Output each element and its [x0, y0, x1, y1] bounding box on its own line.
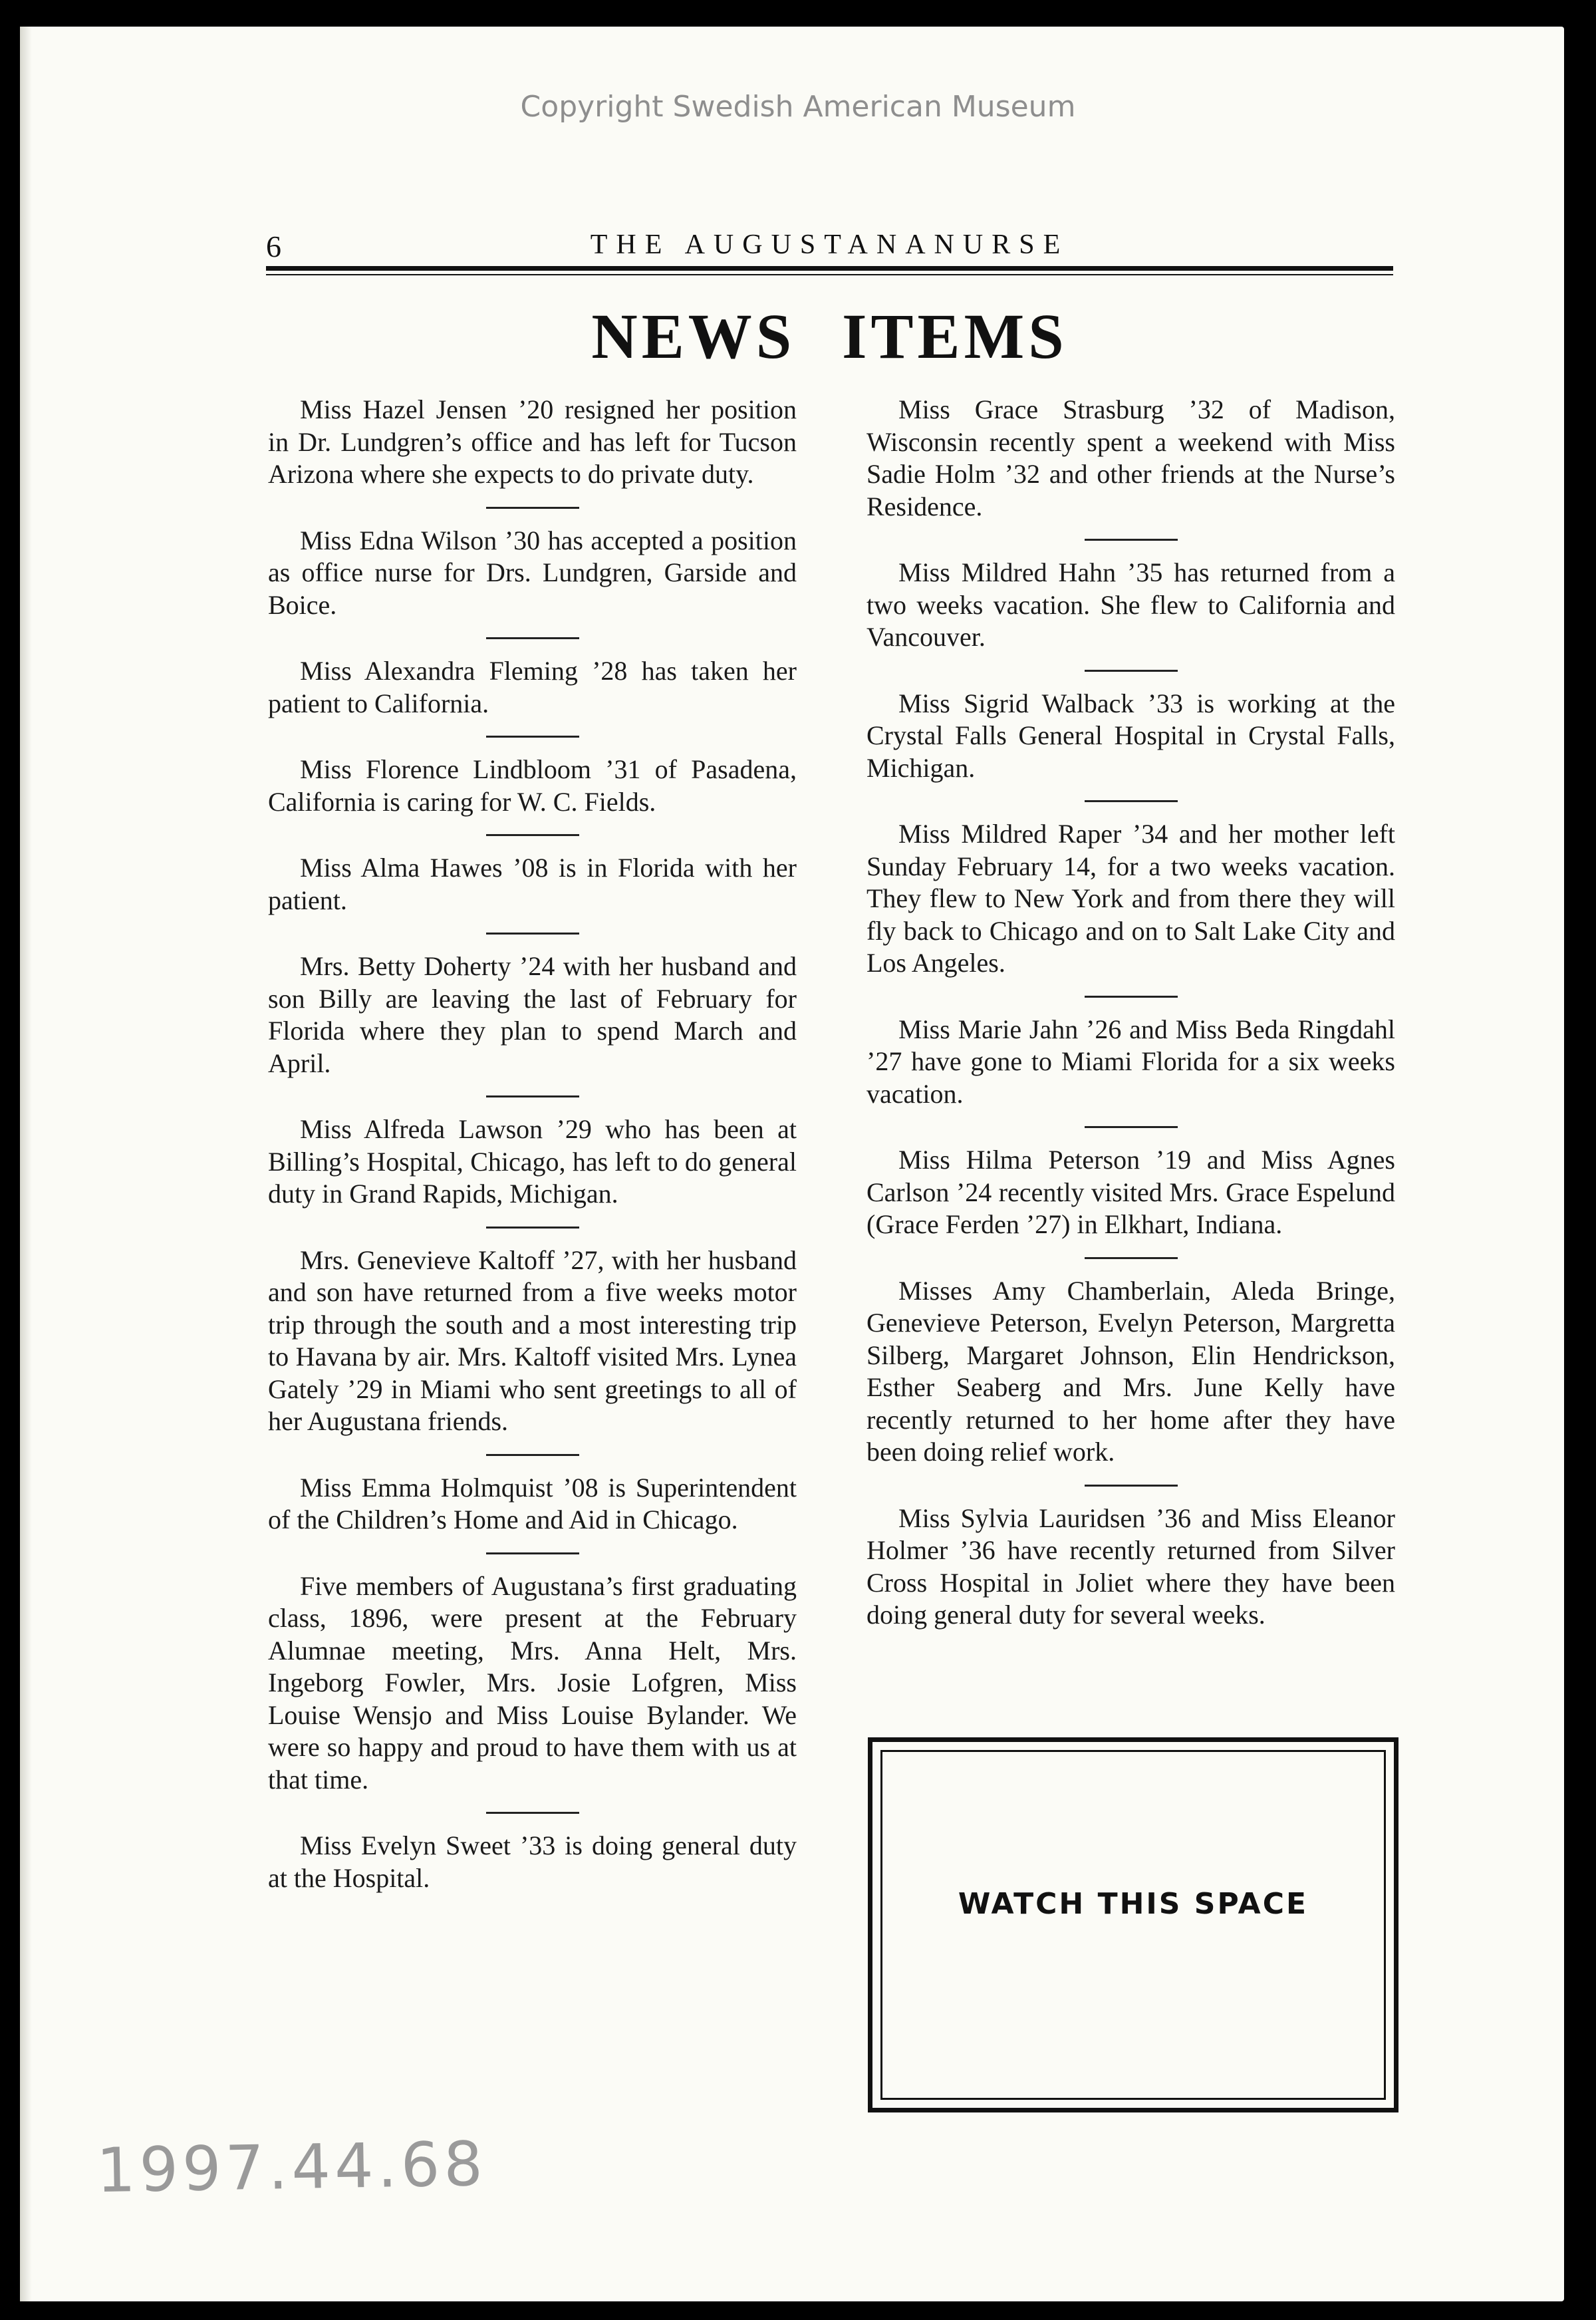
notice-box — [868, 1737, 1398, 2112]
header-rule-thick — [266, 266, 1393, 271]
item-divider — [486, 507, 579, 509]
news-item — [866, 1014, 1395, 1111]
right-column — [866, 394, 1395, 1648]
page-number: 6 — [266, 229, 281, 263]
news-item — [866, 394, 1395, 523]
news-item — [866, 557, 1395, 654]
news-item — [268, 754, 797, 818]
page-header — [266, 226, 1393, 266]
item-divider — [1085, 539, 1178, 541]
news-item — [866, 1144, 1395, 1241]
news-item-text: Miss Mildred Hahn ’35 has returned from a two weeks vacation. She flew to California and Vancouver. — [866, 557, 1395, 652]
item-divider — [486, 637, 579, 639]
news-item-text: Misses Amy Chamberlain, Aleda Bringe, Genevieve Peterson, Evelyn Peterson, Margretta Silberg, Margaret Johnson, Elin Hendrickson, Esther Seaberg and Mrs. June Kelly have recently returned to her home after they have been doing relief work. — [866, 1275, 1395, 1467]
item-divider — [486, 736, 579, 738]
news-item-text: Miss Edna Wilson ’30 has accepted a position as office nurse for Drs. Lundgren, Garside and Boice. — [268, 525, 797, 620]
news-item-text: Miss Alexandra Fleming ’28 has taken her patient to California. — [268, 656, 797, 718]
item-divider — [1085, 800, 1178, 802]
item-divider — [486, 1454, 579, 1456]
copyright-watermark: Copyright Swedish American Museum — [520, 90, 1076, 124]
news-item — [866, 1503, 1395, 1632]
item-divider — [486, 1552, 579, 1554]
header-rule-thin — [266, 274, 1393, 275]
news-item — [268, 852, 797, 917]
news-item-text: Miss Evelyn Sweet ’33 is doing general duty at the Hospital. — [268, 1830, 797, 1893]
news-item — [268, 1830, 797, 1894]
news-item-text: Miss Grace Strasburg ’32 of Madison, Wisconsin recently spent a weekend with Miss Sadie Holm ’32 and other friends at the Nurse’s Residence. — [866, 394, 1395, 521]
magazine-title: THE AUGUSTANANURSE — [590, 229, 1069, 260]
news-item-text: Miss Alfreda Lawson ’29 who has been at Billing’s Hospital, Chicago, has left to do general duty in Grand Rapids, Michigan. — [268, 1114, 797, 1209]
news-item-text: Miss Alma Hawes ’08 is in Florida with her patient. — [268, 853, 797, 915]
news-item — [268, 950, 797, 1080]
item-divider — [1085, 996, 1178, 998]
news-item-text: Mrs. Genevieve Kaltoff ’27, with her husband and son have returned from a five weeks motor trip through the south and a most interesting trip to Havana by air. Mrs. Kaltoff visited Mrs. Lynea Gately ’29 in Miami who sent greetings to all of her Augustana friends. — [268, 1244, 797, 1436]
news-item — [268, 655, 797, 720]
item-divider — [486, 933, 579, 935]
news-item — [268, 525, 797, 622]
news-item-text: Miss Sigrid Walback ’33 is working at the Crystal Falls General Hospital in Crystal Falls, Michigan. — [866, 688, 1395, 783]
item-divider — [1085, 670, 1178, 672]
page-edge — [20, 27, 32, 2301]
news-item-text: Miss Mildred Raper ’34 and her mother left Sunday February 14, for a two weeks vacation. They flew to New York and from there they will fly back to Chicago and on to Salt Lake City and Los Angeles. — [866, 819, 1395, 978]
accession-number: 1997.44.68 — [96, 2128, 487, 2207]
notice-box-text: WATCH THIS SPACE — [958, 1887, 1309, 1921]
news-item-text: Mrs. Betty Doherty ’24 with her husband and son Billy are leaving the last of February for Florida where they plan to spend March and April. — [268, 951, 797, 1078]
news-item-text: Five members of Augustana’s first graduating class, 1896, were present at the February Alumnae meeting, Mrs. Anna Helt, Mrs. Ingeborg Fowler, Mrs. Josie Lofgren, Miss Louise Wensjo and Miss Louise Bylander. We were so happy and proud to have them with us at that time. — [268, 1570, 797, 1795]
item-divider — [486, 1812, 579, 1814]
news-item — [268, 1472, 797, 1536]
news-item-text: Miss Hazel Jensen ’20 resigned her position in Dr. Lundgren’s office and has left for Tucson Arizona where she expects to do private duty. — [268, 394, 797, 489]
news-item — [268, 1570, 797, 1797]
item-divider — [486, 1227, 579, 1229]
news-item-text: Miss Hilma Peterson ’19 and Miss Agnes Carlson ’24 recently visited Mrs. Grace Espelund (Grace Ferden ’27) in Elkhart, Indiana. — [866, 1145, 1395, 1239]
item-divider — [486, 834, 579, 836]
item-divider — [1085, 1485, 1178, 1487]
news-item — [866, 1275, 1395, 1469]
news-item — [268, 394, 797, 491]
news-item-text: Miss Sylvia Lauridsen ’36 and Miss Eleanor Holmer ’36 have recently returned from Silver Cross Hospital in Joliet where they have been doing general duty for several weeks. — [866, 1503, 1395, 1630]
item-divider — [1085, 1257, 1178, 1259]
notice-box-inner-border — [880, 1750, 1386, 2100]
section-title: NEWS ITEMS — [591, 301, 1068, 372]
news-item-text: Miss Marie Jahn ’26 and Miss Beda Ringdahl ’27 have gone to Miami Florida for a six weeks vacation. — [866, 1014, 1395, 1109]
item-divider — [1085, 1126, 1178, 1128]
left-column — [268, 394, 797, 1910]
news-item-text: Miss Florence Lindbloom ’31 of Pasadena, California is caring for W. C. Fields. — [268, 754, 797, 817]
news-item-text: Miss Emma Holmquist ’08 is Superintendent of the Children’s Home and Aid in Chicago. — [268, 1472, 797, 1534]
news-item — [866, 818, 1395, 980]
news-item — [268, 1244, 797, 1438]
news-item — [866, 688, 1395, 785]
item-divider — [486, 1095, 579, 1097]
news-item — [268, 1113, 797, 1211]
